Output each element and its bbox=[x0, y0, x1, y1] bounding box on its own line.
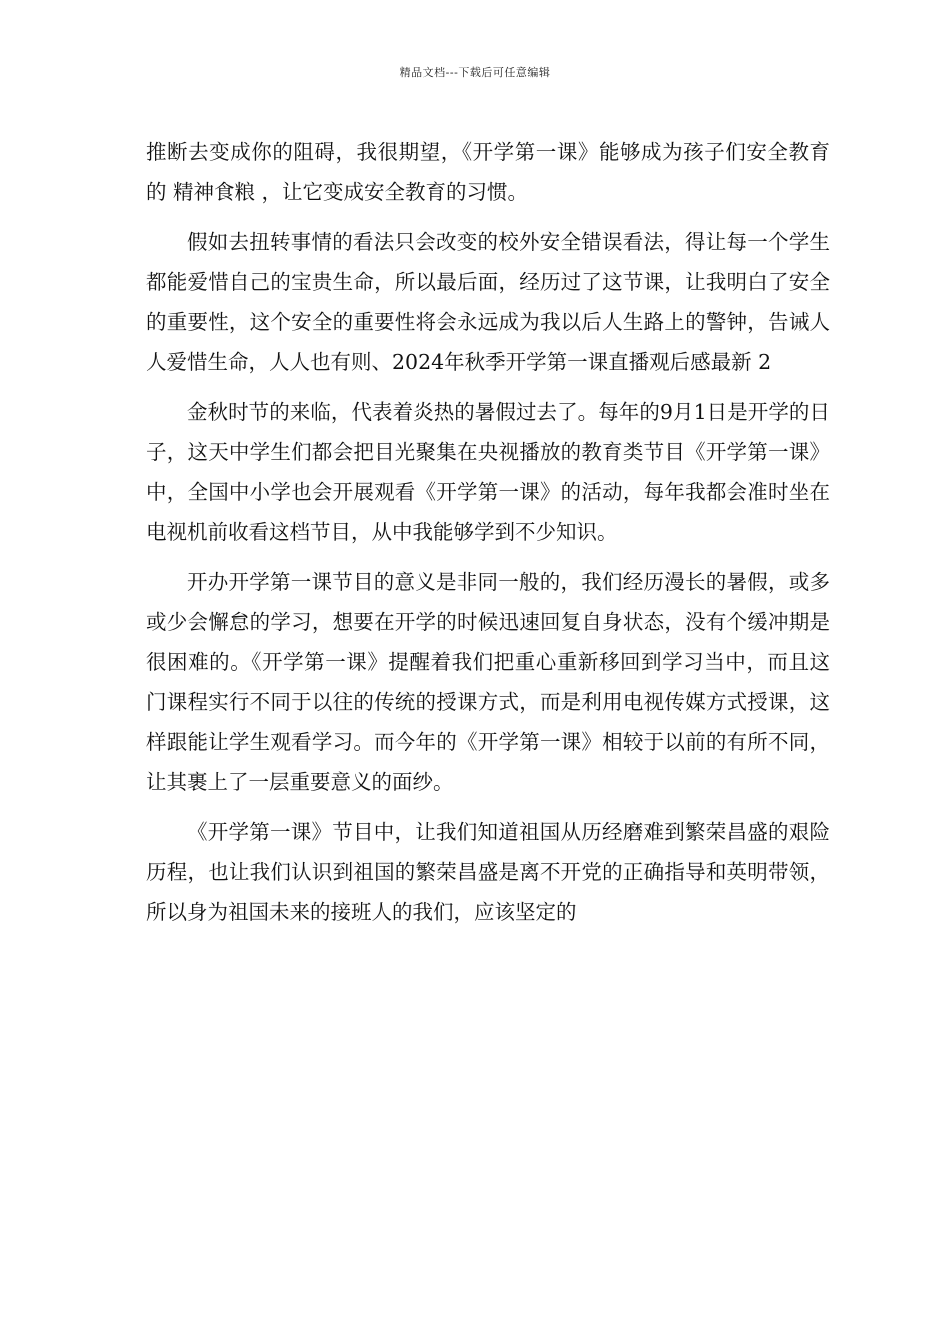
paragraph-1: 推断去变成你的阻碍，我很期望，《开学第一课》能够成为孩子们安全教育的 精神食粮 ，让它变成安全教育的习惯。 bbox=[146, 140, 830, 204]
paragraph-2: 假如去扭转事情的看法只会改变的校外安全错误看法，得让每一个学生都能爱惜自己的宝贵生命，所以最后面，经历过了这节课，让我明白了安全的重要性，这个安全的重要性将会永远成为我以后人生路上的警钟，告诫人人爱惜生命，人人也有则、2024年秋季开学第一课直播观后感最新 2 bbox=[146, 230, 830, 374]
paragraph-5: 《开学第一课》节目中，让我们知道祖国从历经磨难到繁荣昌盛的艰险历程，也让我们认识到祖国的繁荣昌盛是离不开党的正确指导和英明带领，所以身为祖国未来的接班人的我们，应该坚定的 bbox=[146, 820, 830, 924]
paragraph-3: 金秋时节的来临，代表着炎热的暑假过去了。每年的9月1日是开学的日子，这天中学生们都会把目光聚集在央视播放的教育类节目《开学第一课》中，全国中小学也会开展观看《开学第一课》的活动，每年我都会准时坐在电视机前收看这档节目，从中我能够学到不少知识。 bbox=[146, 400, 830, 544]
page-header: 精品文档---下载后可任意编辑 bbox=[399, 66, 551, 79]
document-body bbox=[146, 132, 830, 942]
paragraph-4: 开办开学第一课节目的意义是非同一般的，我们经历漫长的暑假，或多或少会懈怠的学习，想要在开学的时候迅速回复自身状态，没有个缓冲期是很困难的。《开学第一课》提醒着我们把重心重新移回到学习当中，而且这门课程实行不同于以往的传统的授课方式，而是利用电视传媒方式授课，这样跟能让学生观看学习。而今年的《开学第一课》相较于以前的有所不同，让其裹上了一层重要意义的面纱。 bbox=[146, 570, 830, 794]
